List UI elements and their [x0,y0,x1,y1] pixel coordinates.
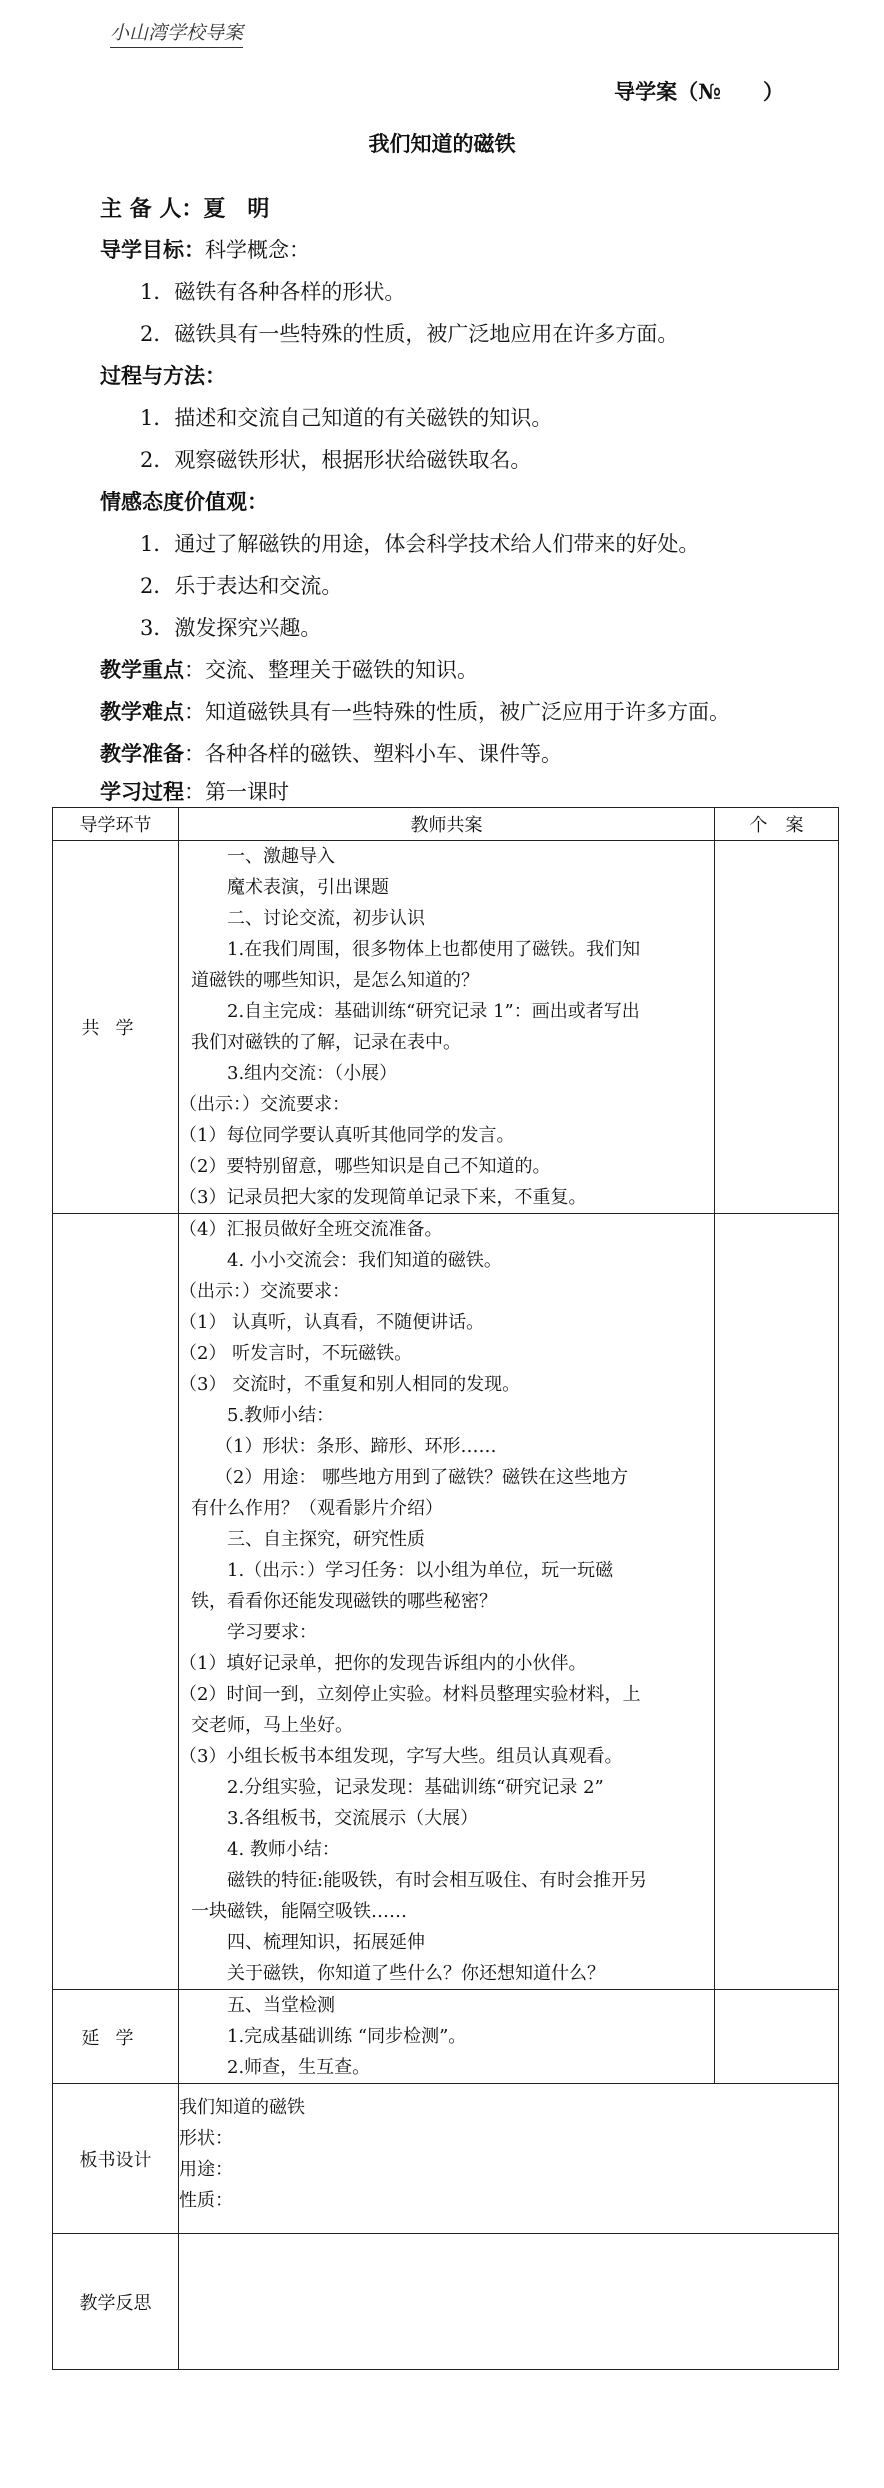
emotion-item: 2．乐于表达和交流。 [140,574,343,598]
stage-fansi: 教学反思 [53,2234,179,2370]
table-row-middle [53,1214,839,1990]
method-row [100,360,226,390]
content-line: （2） 听发言时，不玩磁铁。 [179,1343,413,1364]
content-line: （2）要特别留意，哪些知识是自己不知道的。 [179,1156,551,1177]
key-point-label: 教学重点 [100,657,184,682]
content-line: 2.分组实验，记录发现：基础训练“研究记录 2” [227,1777,604,1798]
method-item: 2．观察磁铁形状，根据形状给磁铁取名。 [140,448,532,472]
individual-cell [715,1990,839,2084]
content-line: （2）时间一到，立刻停止实验。材料员整理实验材料，上 [179,1684,641,1705]
yanxue-content [179,1990,715,2084]
content-line: 魔术表演，引出课题 [227,877,389,898]
goal-row [100,234,310,264]
stage-gongxue: 共学 [53,841,179,1214]
content-line: 二、讨论交流，初步认识 [227,908,425,929]
content-line: 3.组内交流：（小展） [227,1063,398,1084]
goal-value: 科学概念： [205,238,310,262]
table-row-gongxue [53,841,839,1214]
lesson-table [52,807,839,2370]
content-line: 4. 小小交流会：我们知道的磁铁。 [227,1250,502,1271]
content-line: （2）用途： 哪些地方用到了磁铁？磁铁在这些地方 [215,1467,629,1488]
method-label: 过程与方法： [100,363,226,388]
preparer-name: 夏 明 [203,196,270,222]
content-line: 三、自主探究，研究性质 [227,1529,425,1550]
content-line: 用途： [179,2159,233,2180]
emotion-item: 1．通过了解磁铁的用途，体会科学技术给人们带来的好处。 [140,532,700,556]
school-header: 小山湾学校导案 [110,18,243,48]
difficulty-value: ：知道磁铁具有一些特殊的性质，被广泛应用于许多方面。 [184,700,730,724]
content-line: 道磁铁的哪些知识，是怎么知道的？ [191,970,479,991]
header-teacher-plan: 教师共案 [179,808,715,841]
header-stage: 导学环节 [53,808,179,841]
prep-label: 教学准备 [100,741,184,766]
content-line: （1）填好记录单，把你的发现告诉组内的小伙伴。 [179,1653,587,1674]
prep-value: ：各种各样的磁铁、塑料小车、课件等。 [184,742,562,766]
preparer-row [100,192,269,223]
individual-cell [715,841,839,1214]
content-line: 五、当堂检测 [227,1995,335,2016]
emotion-row [100,486,268,516]
prep-row [100,738,562,768]
emotion-label: 情感态度价值观： [100,489,268,514]
process-label: 学习过程 [100,779,184,804]
content-line: 关于磁铁，你知道了些什么？你还想知道什么？ [227,1963,605,1984]
key-point-value: ：交流、整理关于磁铁的知识。 [184,658,478,682]
content-line: 1.完成基础训练 “同步检测”。 [227,2026,467,2047]
gongxue-content [179,841,715,1214]
stage-blank [53,1214,179,1990]
content-line: 性质： [179,2190,233,2211]
content-line: （3）小组长板书本组发现，字写大些。组员认真观看。 [179,1746,623,1767]
table-header-row [53,808,839,841]
content-line: 2.自主完成：基础训练“研究记录 1”：画出或者写出 [227,1001,640,1022]
content-line: （出示：）交流要求： [179,1281,350,1302]
content-line: 3.各组板书，交流展示（大展） [227,1808,479,1829]
emotion-item: 3．激发探究兴趣。 [140,616,322,640]
content-line: 4. 教师小结： [227,1839,340,1860]
content-line: 形状： [179,2128,233,2149]
content-line: （3）记录员把大家的发现简单记录下来，不重复。 [179,1187,587,1208]
stage-yanxue: 延学 [53,1990,179,2084]
content-line: 交老师，马上坐好。 [191,1715,353,1736]
content-line: 铁，看看你还能发现磁铁的哪些秘密？ [191,1591,497,1612]
content-line: （3） 交流时，不重复和别人相同的发现。 [179,1374,521,1395]
content-line: 磁铁的特征:能吸铁，有时会相互吸住、有时会推开另 [227,1870,648,1891]
content-line: 2.师查，生互查。 [227,2057,371,2078]
content-line: 1.在我们周围，很多物体上也都使用了磁铁。我们知 [227,939,641,960]
preparer-label: 主 备 人： [100,196,204,222]
difficulty-label: 教学难点 [100,699,184,724]
goal-item: 1．磁铁有各种各样的形状。 [140,280,406,304]
table-row-fansi [53,2234,839,2370]
content-line: 1.（出示：）学习任务：以小组为单位，玩一玩磁 [227,1560,614,1581]
content-line: （4）汇报员做好全班交流准备。 [179,1219,443,1240]
content-line: 我们对磁铁的了解，记录在表中。 [191,1032,461,1053]
page-title: 我们知道的磁铁 [368,131,516,156]
goal-label: 导学目标： [100,237,205,262]
stage-banshu: 板书设计 [53,2084,179,2234]
content-line: 四、梳理知识，拓展延伸 [227,1932,425,1953]
header-individual-plan: 个 案 [715,808,839,841]
goal-item: 2．磁铁具有一些特殊的性质，被广泛地应用在许多方面。 [140,322,679,346]
table-row-yanxue [53,1990,839,2084]
content-line: （1） 认真听，认真看，不随便讲话。 [179,1312,485,1333]
fansi-content [179,2234,839,2370]
doc-number-label: 导学案（№ ） [614,79,784,104]
content-line: 有什么作用？（观看影片介绍） [191,1498,443,1519]
table-row-banshu [53,2084,839,2234]
content-line: （1）形状：条形、蹄形、环形…… [215,1436,497,1457]
content-line: 学习要求： [227,1622,317,1643]
content-line: 我们知道的磁铁 [179,2097,305,2118]
content-line: 一、激趣导入 [227,846,335,867]
individual-cell [715,1214,839,1990]
content-line: 5.教师小结： [227,1405,335,1426]
process-row [100,776,289,806]
process-value: ：第一课时 [184,780,289,804]
content-line: 一块磁铁，能隔空吸铁…… [191,1901,407,1922]
method-item: 1．描述和交流自己知道的有关磁铁的知识。 [140,406,553,430]
key-point-row [100,654,478,684]
content-line: （1）每位同学要认真听其他同学的发言。 [179,1125,515,1146]
difficulty-row [100,696,730,726]
content-line: （出示：）交流要求： [179,1094,350,1115]
banshu-content [179,2084,839,2234]
middle-content [179,1214,715,1990]
